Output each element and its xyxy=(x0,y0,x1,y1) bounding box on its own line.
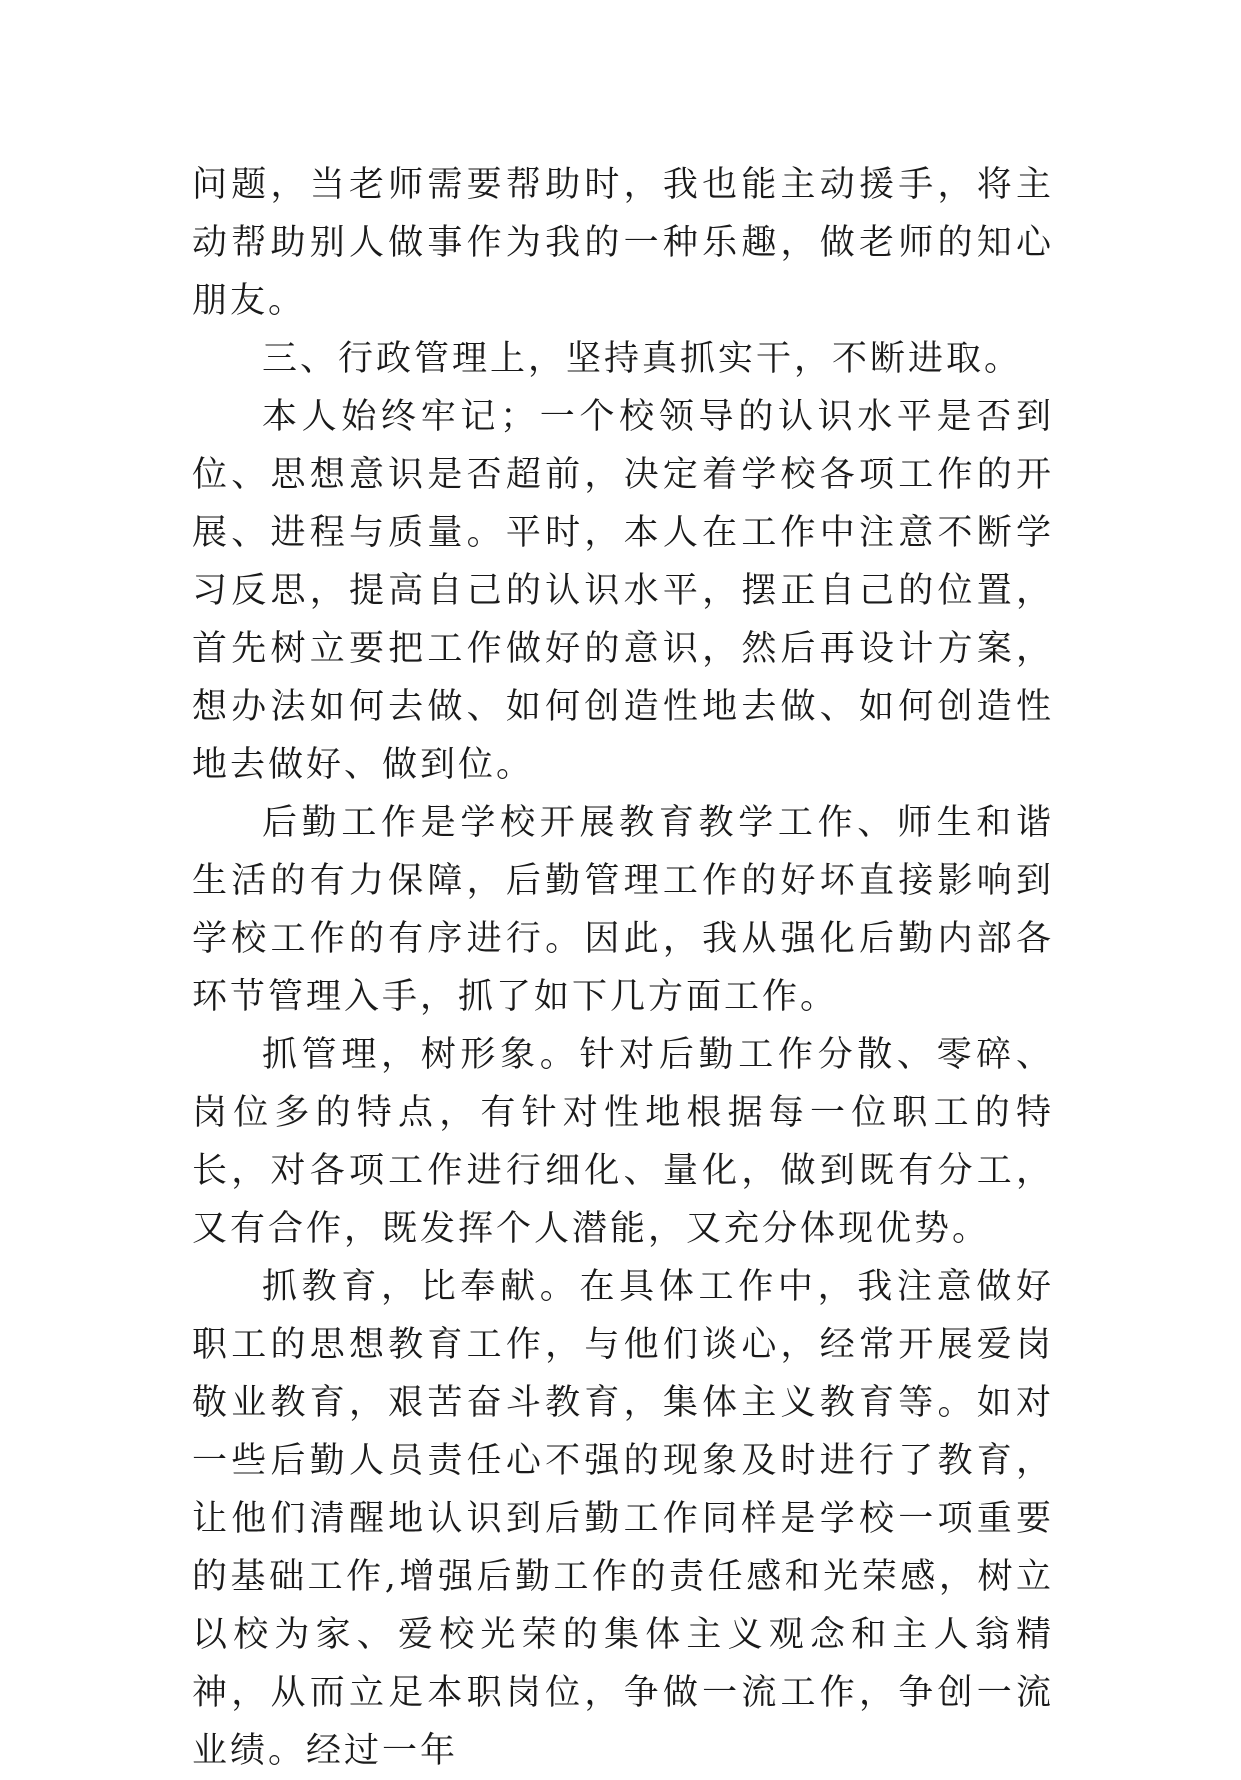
paragraph-management-image: 抓管理，树形象。针对后勤工作分散、零碎、岗位多的特点，有针对性地根据每一位职工的特长，对各项工作进行细化、量化，做到既有分工，又有合作，既发挥个人潜能，又充分体现优势。 xyxy=(192,1035,1054,1249)
document-body xyxy=(192,156,1054,1780)
paragraph-section-heading: 三、行政管理上，坚持真抓实干，不断进取。 xyxy=(262,339,1023,379)
paragraph-logistics-overview: 后勤工作是学校开展教育教学工作、师生和谐生活的有力保障，后勤管理工作的好坏直接影响到学校工作的有序进行。因此，我从强化后勤内部各环节管理入手，抓了如下几方面工作。 xyxy=(192,803,1054,1017)
paragraph-leadership-awareness: 本人始终牢记；一个校领导的认识水平是否到位、思想意识是否超前，决定着学校各项工作的开展、进程与质量。平时，本人在工作中注意不断学习反思，提高自己的认识水平，摆正自己的位置，首先树立要把工作做好的意识，然后再设计方案，想办法如何去做、如何创造性地去做、如何创造性地去做好、做到位。 xyxy=(192,397,1054,785)
paragraph-continuation: 问题，当老师需要帮助时，我也能主动援手，将主动帮助别人做事作为我的一种乐趣，做老师的知心朋友。 xyxy=(192,165,1054,321)
paragraph-education-dedication: 抓教育，比奉献。在具体工作中，我注意做好职工的思想教育工作，与他们谈心，经常开展爱岗敬业教育，艰苦奋斗教育，集体主义教育等。如对一些后勤人员责任心不强的现象及时进行了教育，让他们清醒地认识到后勤工作同样是学校一项重要的基础工作,增强后勤工作的责任感和光荣感，树立以校为家、爱校光荣的集体主义观念和主人翁精神，从而立足本职岗位，争做一流工作，争创一流业绩。经过一年 xyxy=(192,1267,1054,1771)
